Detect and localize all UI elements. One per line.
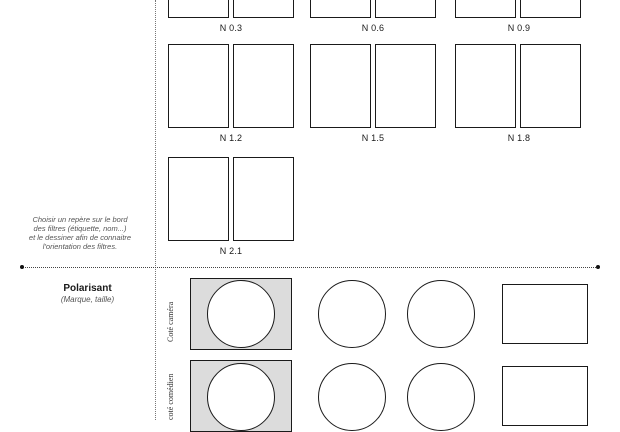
polarizer-comedien-circle-2 [318, 363, 386, 431]
filter-n15-left-box [310, 44, 371, 128]
polarisant-title: Polarisant [63, 283, 112, 294]
polarizer-camera-circle-2 [318, 280, 386, 348]
filter-n12-right-box [233, 44, 294, 128]
filter-n03-label: N 0.3 [219, 23, 243, 33]
filter-n21-left-box [168, 157, 229, 241]
polarisant-subtitle: (Marque, taille) [60, 295, 115, 304]
polarizer-camera-circle-1 [207, 280, 275, 348]
instructions-line-3: et le dessiner afin de connaitre [28, 233, 132, 242]
filter-n06-right-box [375, 0, 436, 18]
filter-n15-label: N 1.5 [361, 133, 385, 143]
separator-left-dot [20, 265, 24, 269]
filter-n06-left-box [310, 0, 371, 18]
instructions-line-1: Choisir un repère sur le bord [32, 215, 128, 224]
vertical-divider [155, 0, 156, 420]
polarizer-camera-rect [502, 284, 588, 344]
side-label-comedien: coté comédien [166, 373, 175, 420]
polarizer-camera-circle-3 [407, 280, 475, 348]
separator-right-dot [596, 265, 600, 269]
filter-n12-label: N 1.2 [219, 133, 243, 143]
filter-n18-label: N 1.8 [507, 133, 531, 143]
section-separator [22, 267, 598, 268]
filter-n21-label: N 2.1 [219, 246, 243, 256]
filter-n15-right-box [375, 44, 436, 128]
filter-n18-left-box [455, 44, 516, 128]
filter-n06-label: N 0.6 [361, 23, 385, 33]
filter-n09-label: N 0.9 [507, 23, 531, 33]
polarizer-comedien-circle-1 [207, 363, 275, 431]
filter-n21-right-box [233, 157, 294, 241]
instructions-note [10, 215, 150, 251]
filter-n03-left-box [168, 0, 229, 18]
filter-n09-left-box [455, 0, 516, 18]
instructions-line-4: l'orientation des filtres. [42, 242, 118, 251]
filter-n12-left-box [168, 44, 229, 128]
polarizer-comedien-circle-3 [407, 363, 475, 431]
filter-n03-right-box [233, 0, 294, 18]
polarizer-comedien-rect [502, 366, 588, 426]
side-label-camera: Coté caméra [166, 301, 175, 342]
instructions-line-2: des filtres (étiquette, nom...) [33, 224, 127, 233]
filter-n18-right-box [520, 44, 581, 128]
filter-n09-right-box [520, 0, 581, 18]
